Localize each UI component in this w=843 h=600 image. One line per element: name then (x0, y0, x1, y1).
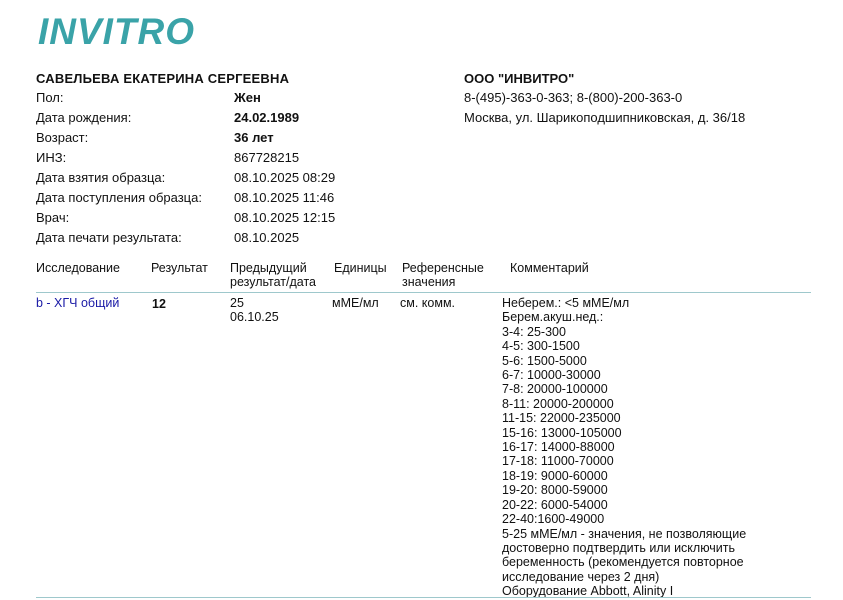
header-reference-line2: значения (402, 275, 456, 289)
header-units: Единицы (334, 261, 387, 275)
comment-line: 8-11: 20000-200000 (502, 396, 614, 411)
comment-line: 18-19: 9000-60000 (502, 468, 608, 483)
info-label: Дата взятия образца: (36, 170, 166, 185)
info-row-sample-received (36, 188, 436, 208)
comment-line: беременность (рекомендуется повторное (502, 555, 744, 570)
info-label: Возраст: (36, 130, 89, 145)
comment-line: 5-6: 1500-5000 (502, 353, 587, 368)
bottom-divider (36, 597, 811, 598)
info-value: 867728215 (234, 150, 300, 165)
invitro-logo: INVITRO (38, 11, 196, 52)
header-previous-line2: результат/дата (230, 275, 316, 289)
comment-line: 15-16: 13000-105000 (502, 425, 622, 440)
comment-line: Неберем.: <5 мМЕ/мл (502, 296, 630, 310)
info-row-sample-taken (36, 168, 436, 188)
header-comment: Комментарий (510, 261, 589, 275)
comment-line: Берем.акуш.нед.: (502, 310, 604, 325)
info-label: Дата печати результата: (36, 230, 182, 245)
test-name-link[interactable]: b - ХГЧ общий (36, 296, 120, 310)
header-result: Результат (151, 261, 208, 275)
units-value: мМЕ/мл (332, 296, 379, 310)
result-value: 12 (152, 297, 166, 311)
info-row-sex (36, 88, 436, 108)
info-label: Пол: (36, 90, 64, 105)
header-previous-line1: Предыдущий (230, 261, 307, 275)
info-label: Дата поступления образца: (36, 190, 202, 205)
comment-line: 11-15: 22000-235000 (502, 411, 621, 426)
info-row-inz (36, 148, 436, 168)
info-label: ИНЗ: (36, 150, 67, 165)
reference-value: см. комм. (400, 296, 456, 310)
comment-line: Оборудование Abbott, Alinity I (502, 584, 674, 599)
comment-block (502, 296, 746, 599)
comment-line: исследование через 2 дня) (502, 569, 660, 584)
comment-line: 19-20: 8000-59000 (502, 483, 608, 498)
comment-line: 6-7: 10000-30000 (502, 368, 601, 383)
info-row-age (36, 128, 436, 148)
previous-date: 06.10.25 (230, 310, 279, 325)
header-divider (36, 292, 811, 293)
comment-line: 7-8: 20000-100000 (502, 382, 608, 397)
comment-line: 17-18: 11000-70000 (502, 454, 614, 469)
lab-phone: 8-(495)-363-0-363; 8-(800)-200-363-0 (464, 90, 683, 105)
info-value: 08.10.2025 11:46 (234, 190, 335, 205)
info-row-print-date (36, 228, 436, 248)
info-value: Жен (234, 90, 261, 105)
info-value: 08.10.2025 (234, 230, 300, 245)
info-value: 24.02.1989 (234, 110, 300, 125)
previous-value: 25 (230, 296, 244, 310)
info-value: 36 лет (234, 130, 274, 145)
header-previous (230, 261, 316, 289)
header-reference (402, 261, 484, 289)
comment-line: 22-40:1600-49000 (502, 512, 605, 527)
info-label: Дата рождения: (36, 110, 132, 125)
info-row-birthdate (36, 108, 436, 128)
header-test: Исследование (36, 261, 120, 275)
info-value: 08.10.2025 08:29 (234, 170, 336, 185)
comment-line: 16-17: 14000-88000 (502, 440, 615, 455)
info-row-doctor (36, 208, 436, 228)
comment-line: 3-4: 25-300 (502, 324, 566, 339)
patient-name: САВЕЛЬЕВА ЕКАТЕРИНА СЕРГЕЕВНА (36, 71, 290, 86)
lab-name: ООО "ИНВИТРО" (464, 71, 575, 86)
comment-line: 5-25 мМЕ/мл - значения, не позволяющие (502, 526, 747, 541)
header-reference-line1: Референсные (402, 261, 484, 275)
previous-result (230, 296, 279, 325)
comment-line: достоверно подтвердить или исключить (502, 540, 736, 555)
info-value: 08.10.2025 12:15 (234, 210, 336, 225)
info-label: Врач: (36, 210, 70, 225)
comment-line: 20-22: 6000-54000 (502, 497, 608, 512)
comment-line: 4-5: 300-1500 (502, 339, 580, 354)
lab-address: Москва, ул. Шарикоподшипниковская, д. 36/18 (464, 110, 746, 125)
